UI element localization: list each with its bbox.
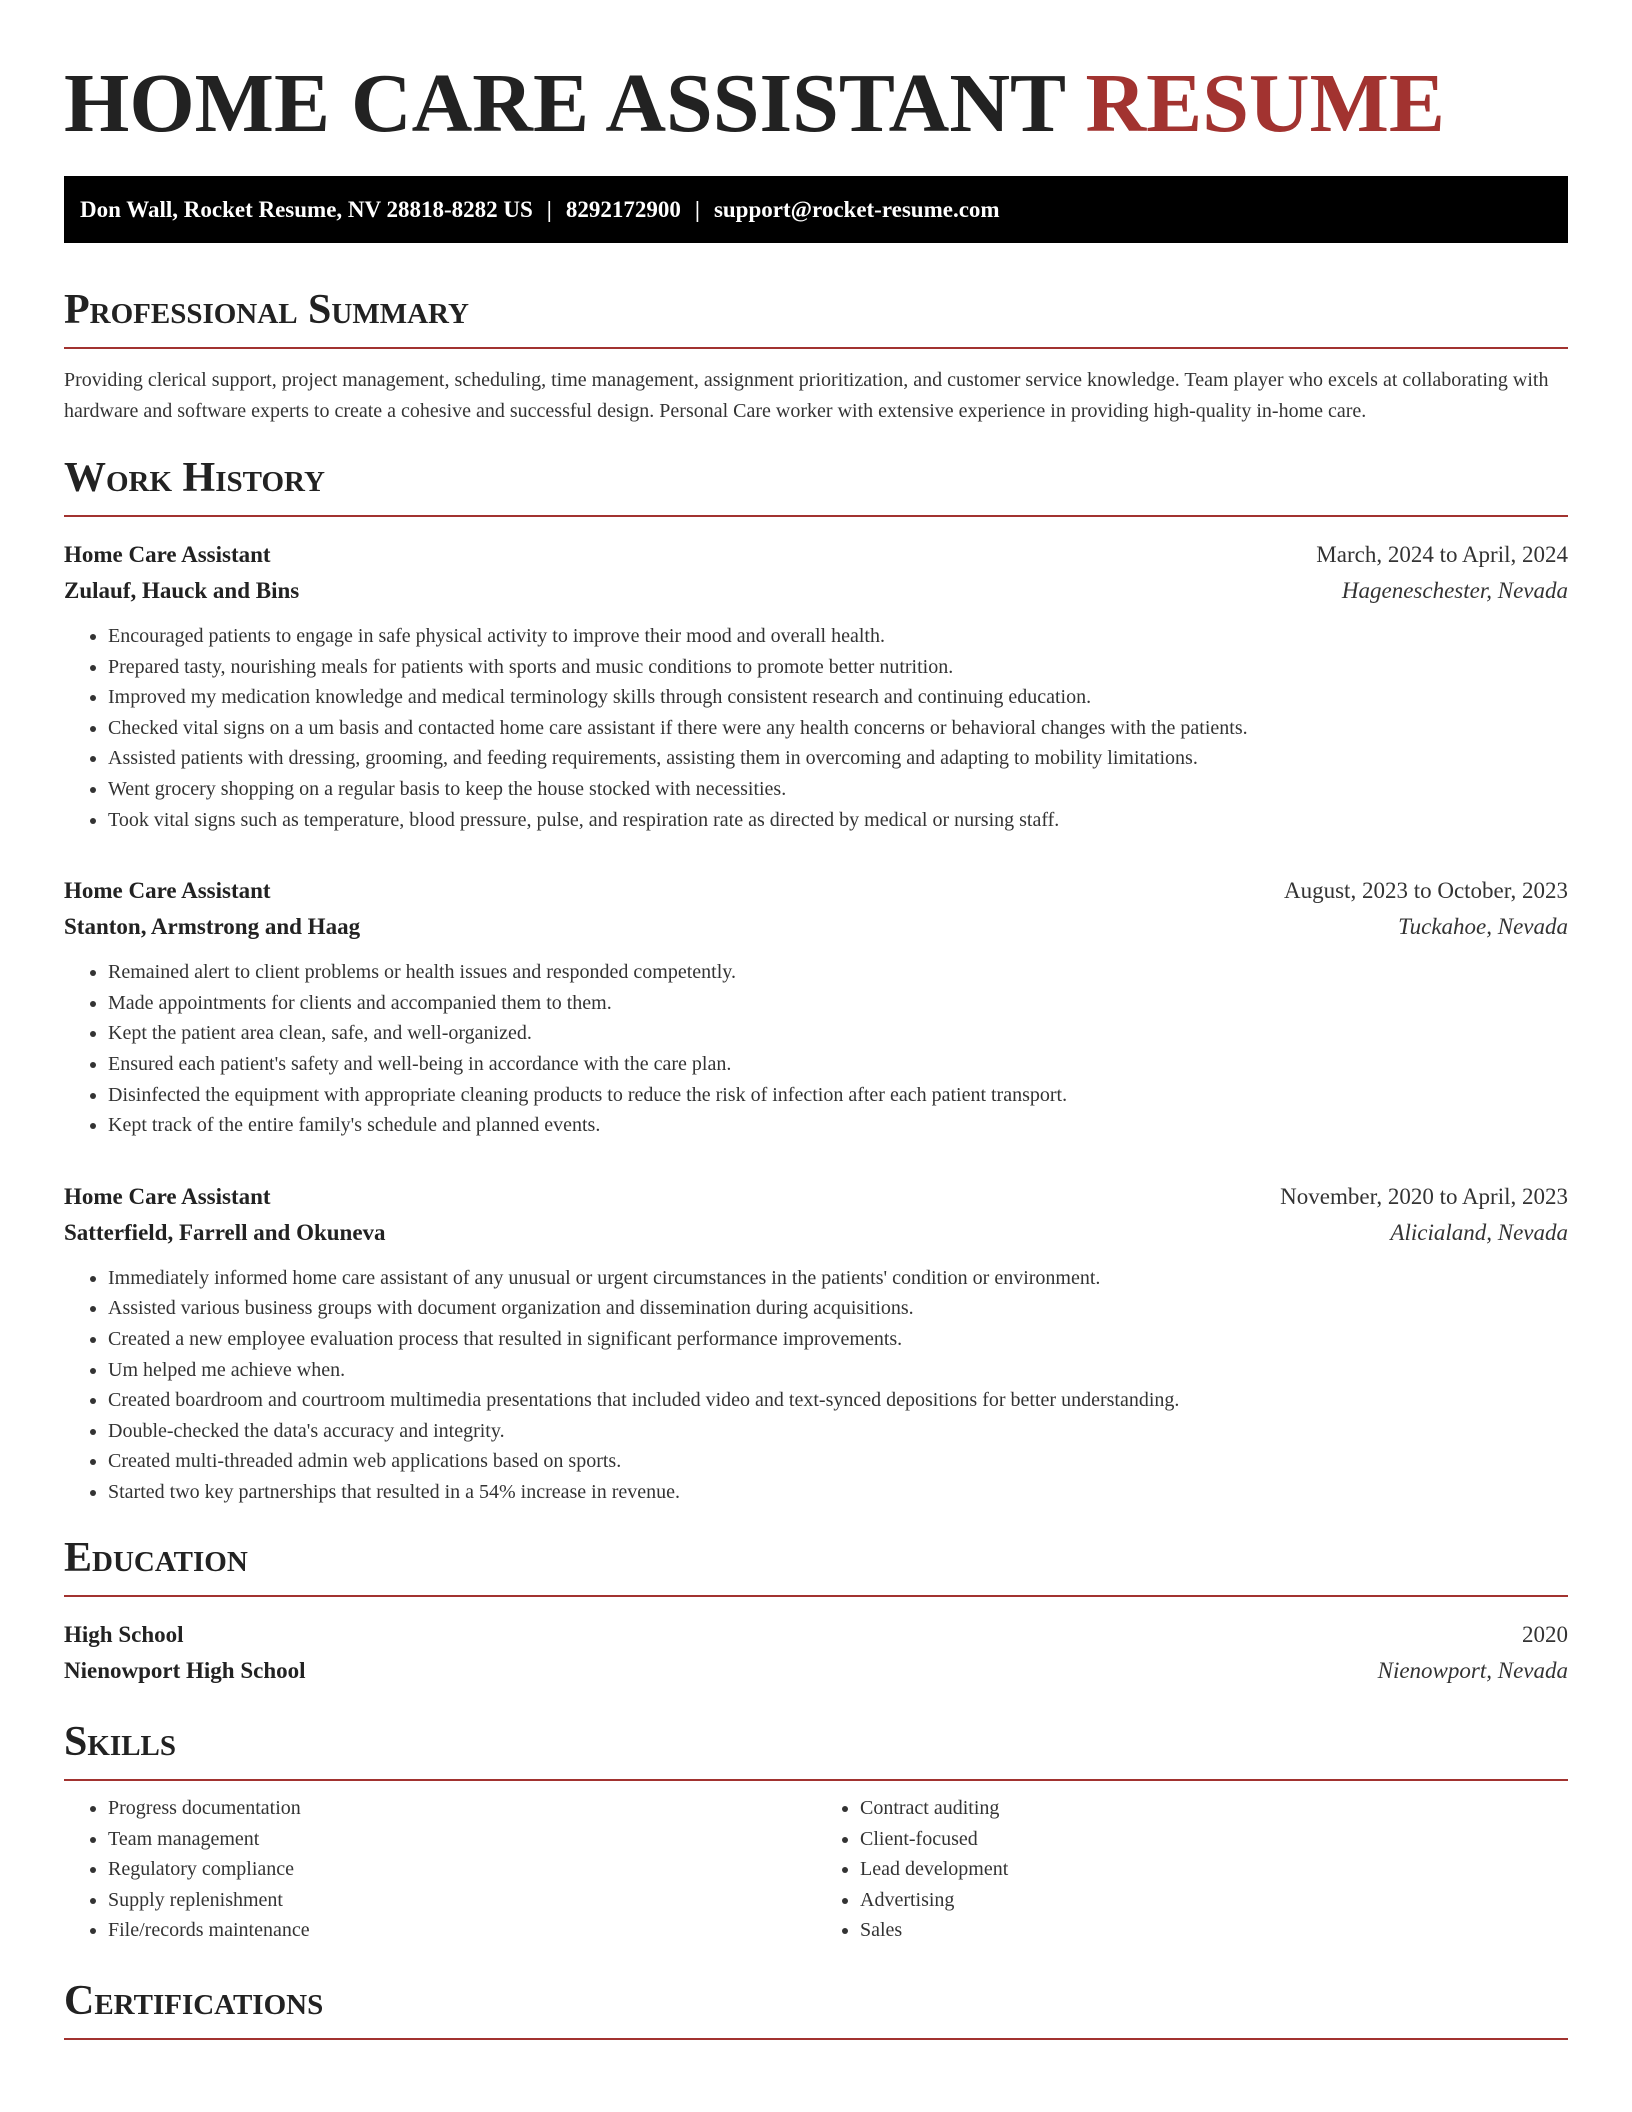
job-bullet: • Assisted various business groups with document organization and dissemination during acquisitions. — [108, 1293, 1568, 1324]
job-bullet: • Um helped me achieve when. — [108, 1355, 1568, 1386]
job-bullet: • Remained alert to client problems or health issues and responded competently. — [108, 957, 1568, 988]
job-bullet: • Created boardroom and courtroom multimedia presentations that included video and text-synced depositions for better understanding. — [108, 1385, 1568, 1416]
job-bullet: • Started two key partnerships that resulted in a 54% increase in revenue. — [108, 1477, 1568, 1508]
job-company: Satterfield, Farrell and Okuneva — [64, 1219, 386, 1245]
job-location: Tuckahoe, Nevada — [1398, 914, 1568, 940]
skill-item: • File/records maintenance — [108, 1915, 816, 1945]
certifications-heading: Certifications — [64, 1976, 1568, 2040]
summary-text: Providing clerical support, project management, scheduling, time management, assignment prioritization, and customer service knowledge. Team player who excels at collaborating with hardware and software experts to create a cohesive and successful design. Personal Care worker with extensive experience in providing high-quality in-home care. — [64, 369, 1549, 422]
job-dates: November, 2020 to April, 2023 — [1280, 1183, 1568, 1209]
job-bullet: • Created multi-threaded admin web applications based on sports. — [108, 1446, 1568, 1477]
job-title: Home Care Assistant — [64, 1183, 271, 1209]
skill-item: • Advertising — [860, 1885, 1568, 1915]
skill-item: • Progress documentation — [108, 1793, 816, 1823]
job-bullet: • Made appointments for clients and accompanied them to them. — [108, 988, 1568, 1019]
skill-item: • Sales — [860, 1915, 1568, 1945]
title-main: HOME CARE ASSISTANT — [64, 57, 1065, 150]
contact-address: Don Wall, Rocket Resume, NV 28818-8282 US — [80, 197, 533, 222]
skills-heading: Skills — [64, 1717, 1568, 1781]
education-degree: High School — [64, 1622, 184, 1648]
skill-item: • Lead development — [860, 1854, 1568, 1884]
education-location: Nienowport, Nevada — [1377, 1658, 1568, 1684]
skills-list — [64, 1793, 1568, 1945]
job-bullet: • Improved my medication knowledge and medical terminology skills through consistent research and continuing education. — [108, 682, 1568, 713]
job-bullets — [64, 957, 1568, 1141]
contact-email: support@rocket-resume.com — [713, 197, 1000, 222]
job-title: Home Care Assistant — [64, 878, 271, 904]
job-entry — [64, 537, 1568, 835]
education-year: 2020 — [1522, 1622, 1568, 1648]
skill-item: • Team management — [108, 1824, 816, 1854]
job-bullet: • Went grocery shopping on a regular basis to keep the house stocked with necessities. — [108, 774, 1568, 805]
job-bullet: • Created a new employee evaluation process that resulted in significant performance improvements. — [108, 1324, 1568, 1355]
title-accent: RESUME — [1085, 57, 1445, 150]
education-heading: Education — [64, 1533, 1568, 1597]
job-bullet: • Assisted patients with dressing, grooming, and feeding requirements, assisting them in overcoming and adapting to mobility limitations. — [108, 743, 1568, 774]
skills-column-right — [816, 1793, 1568, 1945]
job-entry — [64, 873, 1568, 1141]
job-title: Home Care Assistant — [64, 542, 271, 567]
contact-phone: 8292172900 — [565, 197, 681, 222]
work-history-heading: Work History — [64, 453, 1568, 517]
job-bullet: • Checked vital signs on a um basis and contacted home care assistant if there were any health concerns or behavioral changes with the patients. — [108, 713, 1568, 744]
job-bullets — [64, 621, 1568, 835]
job-bullet: • Ensured each patient's safety and well-being in accordance with the care plan. — [108, 1049, 1568, 1080]
job-bullet: • Kept the patient area clean, safe, and well-organized. — [108, 1018, 1568, 1049]
job-bullet: • Kept track of the entire family's schedule and planned events. — [108, 1110, 1568, 1141]
resume-title — [64, 0, 1568, 150]
skill-item: • Contract auditing — [860, 1793, 1568, 1823]
job-bullets — [64, 1263, 1568, 1508]
job-bullet: • Took vital signs such as temperature, blood pressure, pulse, and respiration rate as directed by medical or nursing staff. — [108, 805, 1568, 836]
contact-bar — [64, 176, 1568, 243]
skills-column-left — [64, 1793, 816, 1945]
contact-separator: | — [546, 197, 552, 222]
job-entry — [64, 1179, 1568, 1508]
job-dates: August, 2023 to October, 2023 — [1284, 878, 1568, 904]
education-entry — [64, 1617, 1568, 1689]
job-dates: March, 2024 to April, 2024 — [1316, 542, 1568, 567]
education-school: Nienowport High School — [64, 1658, 306, 1684]
job-bullet: • Immediately informed home care assistant of any unusual or urgent circumstances in the patients' condition or environment. — [108, 1263, 1568, 1294]
summary-heading: Professional Summary — [64, 285, 1568, 349]
skill-item: • Supply replenishment — [108, 1885, 816, 1915]
contact-separator: | — [694, 197, 700, 222]
skill-item: • Client-focused — [860, 1824, 1568, 1854]
job-company: Zulauf, Hauck and Bins — [64, 578, 300, 603]
job-bullet: • Disinfected the equipment with appropriate cleaning products to reduce the risk of infection after each patient transport. — [108, 1080, 1568, 1111]
job-bullet: • Encouraged patients to engage in safe physical activity to improve their mood and overall health. — [108, 621, 1568, 652]
resume-page — [64, 0, 1568, 2040]
job-location: Alicialand, Nevada — [1390, 1219, 1568, 1245]
job-location: Hageneschester, Nevada — [1341, 578, 1568, 603]
job-bullet: • Prepared tasty, nourishing meals for patients with sports and music conditions to promote better nutrition. — [108, 652, 1568, 683]
skill-item: • Regulatory compliance — [108, 1854, 816, 1884]
job-company: Stanton, Armstrong and Haag — [64, 914, 361, 940]
job-bullet: • Double-checked the data's accuracy and integrity. — [108, 1416, 1568, 1447]
